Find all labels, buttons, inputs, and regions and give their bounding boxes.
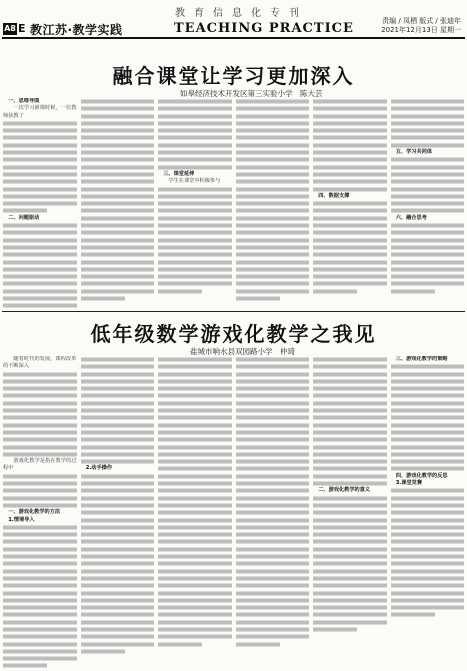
editor-line: 责编 / 凤栖 版式 / 张迪年 [382, 17, 461, 25]
article2-paragraph: 随着时代的发展，课程改革的不断深入 [3, 356, 77, 370]
section-title: 教江苏·教学实践 [30, 23, 123, 37]
article1-column [3, 98, 77, 308]
article2-column [81, 356, 155, 668]
article1-subhead: 五、学习共同体 [395, 149, 433, 156]
article2-column [158, 356, 232, 668]
article1-column [158, 98, 232, 308]
article2-column [236, 356, 310, 668]
article2-byline: 盐城市响水县双园路小学 仲琦 [190, 347, 295, 356]
article1-body [3, 98, 464, 308]
article1-subhead: 三、课堂延伸 [163, 170, 195, 177]
masthead [0, 0, 467, 40]
article1-column [313, 98, 387, 308]
article2-subhead: 三、游戏化教学的策略 [395, 356, 448, 362]
article1-column [81, 98, 155, 308]
page-number: A8 [4, 24, 16, 33]
article2-subhead: 3.课堂竞赛 [395, 480, 423, 487]
article1-column [236, 98, 310, 308]
article1-paragraph: 一次学习新课时候，一位教师执教了 [3, 105, 77, 119]
masthead-slogan: 教育信息化专刊 [175, 8, 308, 19]
e-logo: E [18, 22, 26, 35]
article2-title: 低年级数学游戏化教学之我见 [90, 322, 377, 346]
article2-subhead: 1.情境导入 [8, 516, 35, 523]
article2-paragraph: 游戏化教学是指在教学的过程中 [3, 458, 77, 472]
article1-subhead: 二、问题驱动 [8, 214, 40, 221]
article1-subhead: 四、数据支撑 [318, 192, 350, 199]
article2-body [3, 356, 464, 668]
article1-title: 融合课堂让学习更加深入 [112, 64, 355, 88]
section-title-en: TEACHING PRACTICE [174, 21, 354, 36]
article1-subhead: 六、融合思考 [395, 214, 427, 221]
article-separator [2, 311, 465, 312]
article1-subhead: 一、思维导图 [8, 98, 40, 104]
article1-column [391, 98, 465, 308]
article1-byline: 如皋经济技术开发区第三实验小学 陈大芸 [180, 89, 323, 98]
article2-column [313, 356, 387, 668]
date-line: 2021年12月13日 星期一 [381, 26, 461, 34]
masthead-info [381, 17, 461, 35]
article2-column [391, 356, 465, 668]
article2-subhead: 2.动手操作 [85, 465, 113, 472]
article2-column [3, 356, 77, 668]
article2-subhead: 二、游戏化教学的意义 [318, 487, 371, 494]
article2-subhead: 四、游戏化教学的反思 [395, 472, 448, 479]
article2-subhead: 一、游戏化教学的方法 [8, 509, 61, 516]
masthead-rule [2, 37, 465, 39]
article1-paragraph: 学生在课堂中积极参与 [168, 178, 221, 185]
